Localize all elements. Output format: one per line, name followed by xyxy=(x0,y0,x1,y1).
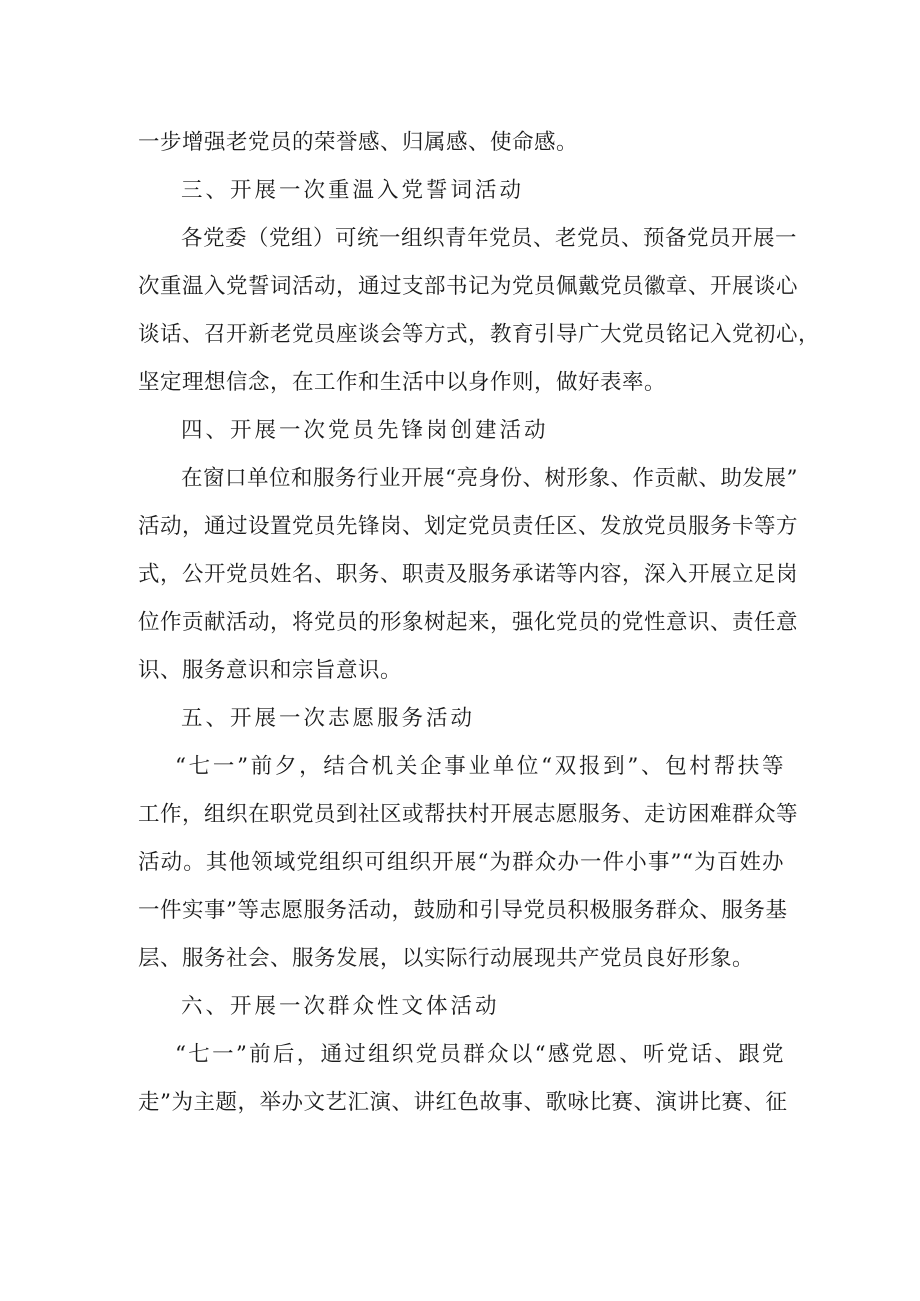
section-heading-4: 四、开展一次党员先锋岗创建活动 xyxy=(181,418,549,443)
paragraph-line: 工作，组织在职党员到社区或帮扶村开展志愿服务、走访困难群众等 xyxy=(138,802,799,827)
paragraph-line: 走”为主题，举办文艺汇演、讲红色故事、歌咏比赛、演讲比赛、征 xyxy=(138,1090,788,1115)
paragraph-line: 一件实事”等志愿服务活动，鼓励和引导党员积极服务群众、服务基 xyxy=(138,898,788,923)
paragraph-line: 活动，通过设置党员先锋岗、划定党员责任区、发放党员服务卡等方 xyxy=(138,514,799,539)
section-heading-5: 五、开展一次志愿服务活动 xyxy=(181,706,476,731)
paragraph-line: 式，公开党员姓名、职务、职责及服务承诺等内容，深入开展立足岗 xyxy=(138,562,799,587)
section-heading-3: 三、开展一次重温入党誓词活动 xyxy=(181,178,525,203)
paragraph-line: “七一”前夕，结合机关企事业单位“双报到”、包村帮扶等 xyxy=(175,754,784,779)
paragraph-line: 层、服务社会、服务发展，以实际行动展现共产党员良好形象。 xyxy=(138,946,755,971)
paragraph-line: 活动。其他领域党组织可组织开展“为群众办一件小事”“为百姓办 xyxy=(138,850,784,875)
paragraph-line: “七一”前后，通过组织党员群众以“感党恩、听党话、跟党 xyxy=(175,1042,784,1067)
paragraph-line: 各党委（党组）可统一组织青年党员、老党员、预备党员开展一 xyxy=(181,226,798,251)
paragraph-line: 次重温入党誓词活动，通过支部书记为党员佩戴党员徽章、开展谈心 xyxy=(138,274,799,299)
paragraph-line: 在窗口单位和服务行业开展“亮身份、树形象、作贡献、助发展” xyxy=(181,466,798,491)
paragraph-line: 一步增强老党员的荣誉感、归属感、使命感。 xyxy=(138,130,579,155)
paragraph-line: 识、服务意识和宗旨意识。 xyxy=(138,658,403,683)
section-heading-6: 六、开展一次群众性文体活动 xyxy=(181,994,500,1019)
paragraph-line: 坚定理想信念，在工作和生活中以身作则，做好表率。 xyxy=(138,370,667,395)
paragraph-line: 谈话、召开新老党员座谈会等方式，教育引导广大党员铭记入党初心， xyxy=(138,322,821,347)
paragraph-line: 位作贡献活动，将党员的形象树起来，强化党员的党性意识、责任意 xyxy=(138,610,799,635)
